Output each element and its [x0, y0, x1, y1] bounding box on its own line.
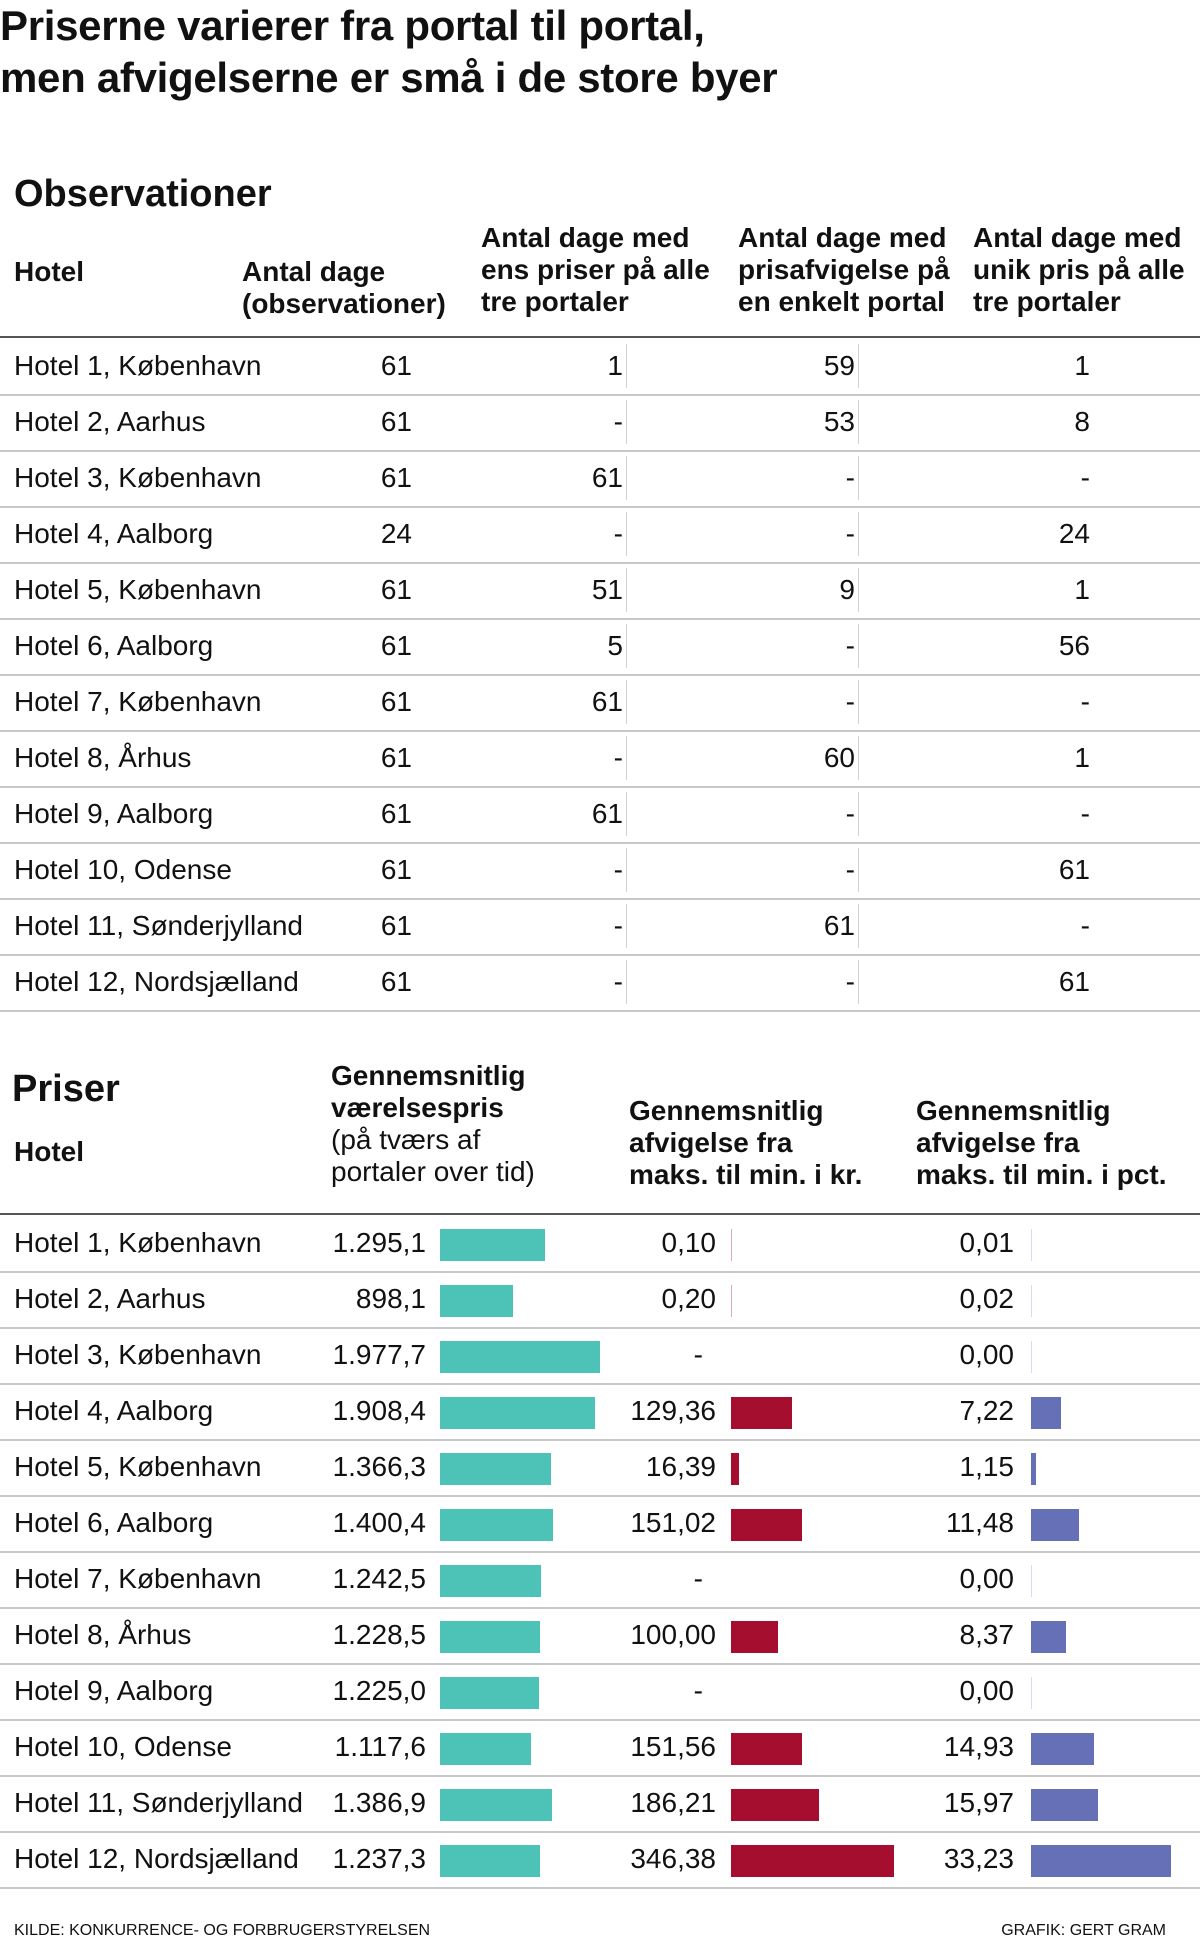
- hotel-name: Hotel 2, Aarhus: [14, 406, 206, 437]
- table-row: [0, 1663, 1200, 1719]
- pct-deviation-label: 0,00: [959, 1339, 1014, 1370]
- pct-deviation-label: 15,97: [943, 1787, 1014, 1818]
- kr-deviation-label: 100,00: [630, 1619, 716, 1650]
- pct-deviation-label: 14,93: [943, 1731, 1014, 1762]
- obs-days: 61: [380, 910, 412, 941]
- row-divider: [0, 1010, 1200, 1012]
- table-row: [0, 506, 1200, 562]
- hotel-name: Hotel 7, København: [14, 686, 262, 717]
- hotel-name: Hotel 1, København: [14, 350, 262, 381]
- price-label: 898,1: [355, 1283, 426, 1314]
- table-row: [0, 338, 1200, 394]
- hotel-name: Hotel 8, Århus: [14, 1619, 192, 1650]
- kr-deviation-label: -: [693, 1675, 703, 1706]
- price-label: 1.295,1: [332, 1227, 426, 1258]
- price-bar: [440, 1789, 552, 1821]
- pct-deviation-label: 0,00: [959, 1675, 1014, 1706]
- column-separator: [858, 736, 859, 780]
- hotel-name: Hotel 12, Nordsjælland: [14, 1843, 299, 1874]
- price-bar: [440, 1453, 551, 1485]
- table-row: [0, 1831, 1200, 1887]
- table-row: [0, 1607, 1200, 1663]
- obs-unique-price-days: 1: [1074, 350, 1090, 381]
- kr-deviation-bar: [731, 1397, 792, 1429]
- obs-header-single: Antal dage med prisafvigelse på en enkelt portal: [738, 222, 950, 317]
- table-row: [0, 394, 1200, 450]
- pct-deviation-bar: [1031, 1341, 1032, 1373]
- obs-same-price-days: 5: [607, 630, 623, 661]
- price-label: 1.977,7: [332, 1339, 426, 1370]
- kr-deviation-label: 151,02: [630, 1507, 716, 1538]
- price-label: 1.225,0: [332, 1675, 426, 1706]
- obs-days: 61: [380, 462, 412, 493]
- hotel-name: Hotel 4, Aalborg: [14, 1395, 214, 1426]
- obs-same-price-days: 61: [591, 686, 623, 717]
- obs-unique-price-days: 8: [1074, 406, 1090, 437]
- pct-deviation-bar: [1031, 1509, 1079, 1541]
- kr-deviation-label: 346,38: [630, 1843, 716, 1874]
- price-label: 1.908,4: [332, 1395, 426, 1426]
- price-label: 1.228,5: [332, 1619, 426, 1650]
- column-separator: [858, 456, 859, 500]
- prices-section-title: Priser: [12, 1068, 120, 1110]
- table-row: [0, 1383, 1200, 1439]
- column-separator: [626, 904, 627, 948]
- price-header-kr: Gennemsnitlig afvigelse fra maks. til min. i kr.: [629, 1095, 863, 1190]
- obs-single-deviation-days: -: [845, 854, 855, 885]
- column-separator: [858, 624, 859, 668]
- obs-single-deviation-days: -: [845, 798, 855, 829]
- price-header-hotel: Hotel: [14, 1136, 84, 1167]
- hotel-name: Hotel 11, Sønderjylland: [14, 1787, 303, 1818]
- column-separator: [858, 512, 859, 556]
- column-separator: [858, 344, 859, 388]
- column-separator: [626, 680, 627, 724]
- obs-same-price-days: -: [613, 966, 623, 997]
- graphic-credit: GRAFIK: GERT GRAM: [1001, 1922, 1166, 1939]
- column-separator: [626, 512, 627, 556]
- kr-deviation-bar: [731, 1509, 802, 1541]
- column-separator: [858, 848, 859, 892]
- page-title: [0, 0, 777, 104]
- hotel-name: Hotel 7, København: [14, 1563, 262, 1594]
- pct-deviation-bar: [1031, 1453, 1036, 1485]
- hotel-name: Hotel 4, Aalborg: [14, 518, 214, 549]
- obs-same-price-days: 61: [591, 462, 623, 493]
- hotel-name: Hotel 8, Århus: [14, 742, 192, 773]
- observations-section-title: Observationer: [14, 173, 272, 215]
- column-separator: [858, 792, 859, 836]
- obs-single-deviation-days: -: [845, 686, 855, 717]
- obs-unique-price-days: -: [1080, 910, 1090, 941]
- kr-deviation-bar: [731, 1621, 778, 1653]
- price-bar: [440, 1285, 513, 1317]
- obs-unique-price-days: 1: [1074, 742, 1090, 773]
- obs-single-deviation-days: 53: [823, 406, 855, 437]
- obs-single-deviation-days: -: [845, 966, 855, 997]
- table-row: [0, 786, 1200, 842]
- hotel-name: Hotel 6, Aalborg: [14, 1507, 214, 1538]
- pct-deviation-bar: [1031, 1565, 1032, 1597]
- table-row: [0, 954, 1200, 1010]
- column-separator: [626, 792, 627, 836]
- source-note: KILDE: KONKURRENCE- OG FORBRUGERSTYRELSEN: [14, 1922, 431, 1939]
- price-bar: [440, 1621, 540, 1653]
- obs-unique-price-days: 24: [1058, 518, 1090, 549]
- hotel-name: Hotel 5, København: [14, 1451, 262, 1482]
- obs-same-price-days: 1: [607, 350, 623, 381]
- pct-deviation-label: 11,48: [946, 1507, 1014, 1538]
- obs-single-deviation-days: 60: [823, 742, 855, 773]
- obs-single-deviation-days: -: [845, 462, 855, 493]
- price-header-avg-price: Gennemsnitlig værelsespris (på tværs af portaler over tid): [331, 1060, 535, 1187]
- kr-deviation-label: 0,10: [661, 1227, 716, 1258]
- pct-deviation-bar: [1031, 1789, 1098, 1821]
- table-row: [0, 1439, 1200, 1495]
- column-separator: [626, 344, 627, 388]
- obs-header-days: Antal dage (observationer): [242, 256, 446, 319]
- obs-single-deviation-days: 59: [823, 350, 855, 381]
- price-bar: [440, 1509, 553, 1541]
- price-header-pct: Gennemsnitlig afvigelse fra maks. til min. i pct.: [916, 1095, 1167, 1190]
- obs-days: 61: [380, 406, 412, 437]
- price-label: 1.117,6: [334, 1731, 426, 1762]
- pct-deviation-label: 0,00: [959, 1563, 1014, 1594]
- kr-deviation-label: 151,56: [630, 1731, 716, 1762]
- column-separator: [626, 568, 627, 612]
- column-separator: [626, 960, 627, 1004]
- kr-deviation-label: 186,21: [630, 1787, 716, 1818]
- price-bar: [440, 1397, 595, 1429]
- price-label: 1.400,4: [332, 1507, 426, 1538]
- obs-unique-price-days: 61: [1058, 854, 1090, 885]
- obs-same-price-days: 61: [591, 798, 623, 829]
- column-separator: [858, 904, 859, 948]
- obs-unique-price-days: 56: [1058, 630, 1090, 661]
- table-row: [0, 450, 1200, 506]
- kr-deviation-label: 16,39: [645, 1451, 716, 1482]
- obs-single-deviation-days: -: [845, 630, 855, 661]
- table-row: [0, 674, 1200, 730]
- hotel-name: Hotel 11, Sønderjylland: [14, 910, 303, 941]
- obs-same-price-days: -: [613, 854, 623, 885]
- price-bar: [440, 1677, 539, 1709]
- table-row: [0, 730, 1200, 786]
- kr-deviation-bar: [731, 1733, 802, 1765]
- obs-same-price-days: -: [613, 518, 623, 549]
- hotel-name: Hotel 2, Aarhus: [14, 1283, 206, 1314]
- obs-unique-price-days: 61: [1058, 966, 1090, 997]
- table-row: [0, 618, 1200, 674]
- obs-same-price-days: -: [613, 406, 623, 437]
- hotel-name: Hotel 3, København: [14, 1339, 262, 1370]
- price-bar: [440, 1733, 531, 1765]
- price-label: 1.237,3: [332, 1843, 426, 1874]
- price-label: 1.366,3: [332, 1451, 426, 1482]
- obs-unique-price-days: -: [1080, 798, 1090, 829]
- kr-deviation-bar: [731, 1789, 819, 1821]
- table-row: [0, 1495, 1200, 1551]
- obs-same-price-days: -: [613, 742, 623, 773]
- column-separator: [626, 848, 627, 892]
- hotel-name: Hotel 3, København: [14, 462, 262, 493]
- table-row: [0, 562, 1200, 618]
- hotel-name: Hotel 9, Aalborg: [14, 798, 214, 829]
- title-line: men afvigelserne er små i de store byer: [0, 54, 778, 101]
- hotel-name: Hotel 6, Aalborg: [14, 630, 214, 661]
- column-separator: [858, 960, 859, 1004]
- table-row: [0, 1327, 1200, 1383]
- obs-single-deviation-days: -: [845, 518, 855, 549]
- pct-deviation-bar: [1031, 1397, 1061, 1429]
- column-separator: [858, 680, 859, 724]
- obs-same-price-days: -: [613, 910, 623, 941]
- kr-deviation-label: 0,20: [661, 1283, 716, 1314]
- pct-deviation-bar: [1031, 1845, 1171, 1877]
- obs-days: 61: [380, 798, 412, 829]
- obs-header-hotel: Hotel: [14, 256, 84, 287]
- price-label: 1.386,9: [332, 1787, 426, 1818]
- obs-days: 61: [380, 742, 412, 773]
- kr-deviation-bar: [731, 1285, 732, 1317]
- price-bar: [440, 1229, 545, 1261]
- table-row: [0, 1551, 1200, 1607]
- kr-deviation-label: -: [693, 1563, 703, 1594]
- row-divider: [0, 1887, 1200, 1889]
- obs-header-same: Antal dage med ens priser på alle tre portaler: [481, 222, 710, 317]
- price-bar: [440, 1845, 540, 1877]
- hotel-name: Hotel 10, Odense: [14, 1731, 232, 1762]
- kr-deviation-label: -: [693, 1339, 703, 1370]
- table-row: [0, 1719, 1200, 1775]
- kr-deviation-bar: [731, 1229, 732, 1261]
- hotel-name: Hotel 9, Aalborg: [14, 1675, 214, 1706]
- obs-days: 61: [380, 854, 412, 885]
- table-row: [0, 1215, 1200, 1271]
- obs-days: 24: [380, 518, 412, 549]
- obs-days: 61: [380, 630, 412, 661]
- pct-deviation-label: 0,02: [959, 1283, 1014, 1314]
- obs-days: 61: [380, 686, 412, 717]
- table-row: [0, 842, 1200, 898]
- column-separator: [626, 400, 627, 444]
- kr-deviation-bar: [731, 1453, 739, 1485]
- obs-header-unique: Antal dage med unik pris på alle tre portaler: [973, 222, 1185, 317]
- pct-deviation-bar: [1031, 1229, 1032, 1261]
- hotel-name: Hotel 12, Nordsjælland: [14, 966, 299, 997]
- pct-deviation-bar: [1031, 1285, 1032, 1317]
- obs-same-price-days: 51: [591, 574, 623, 605]
- hotel-name: Hotel 1, København: [14, 1227, 262, 1258]
- pct-deviation-label: 33,23: [943, 1843, 1014, 1874]
- obs-unique-price-days: -: [1080, 462, 1090, 493]
- pct-deviation-label: 7,22: [959, 1395, 1014, 1426]
- price-bar: [440, 1341, 600, 1373]
- title-line: Priserne varierer fra portal til portal,: [0, 2, 705, 49]
- hotel-name: Hotel 10, Odense: [14, 854, 232, 885]
- pct-deviation-bar: [1031, 1621, 1066, 1653]
- column-separator: [626, 736, 627, 780]
- pct-deviation-bar: [1031, 1733, 1094, 1765]
- column-separator: [858, 400, 859, 444]
- hotel-name: Hotel 5, København: [14, 574, 262, 605]
- pct-deviation-label: 8,37: [959, 1619, 1014, 1650]
- price-label: 1.242,5: [332, 1563, 426, 1594]
- obs-unique-price-days: 1: [1074, 574, 1090, 605]
- obs-unique-price-days: -: [1080, 686, 1090, 717]
- table-row: [0, 898, 1200, 954]
- pct-deviation-label: 1,15: [959, 1451, 1014, 1482]
- price-bar: [440, 1565, 541, 1597]
- table-row: [0, 1271, 1200, 1327]
- table-row: [0, 1775, 1200, 1831]
- obs-single-deviation-days: 9: [839, 574, 855, 605]
- column-separator: [626, 456, 627, 500]
- obs-days: 61: [380, 350, 412, 381]
- obs-single-deviation-days: 61: [823, 910, 855, 941]
- kr-deviation-label: 129,36: [630, 1395, 716, 1426]
- pct-deviation-label: 0,01: [959, 1227, 1014, 1258]
- column-separator: [858, 568, 859, 612]
- obs-days: 61: [380, 966, 412, 997]
- column-separator: [626, 624, 627, 668]
- obs-days: 61: [380, 574, 412, 605]
- pct-deviation-bar: [1031, 1677, 1032, 1709]
- kr-deviation-bar: [731, 1845, 894, 1877]
